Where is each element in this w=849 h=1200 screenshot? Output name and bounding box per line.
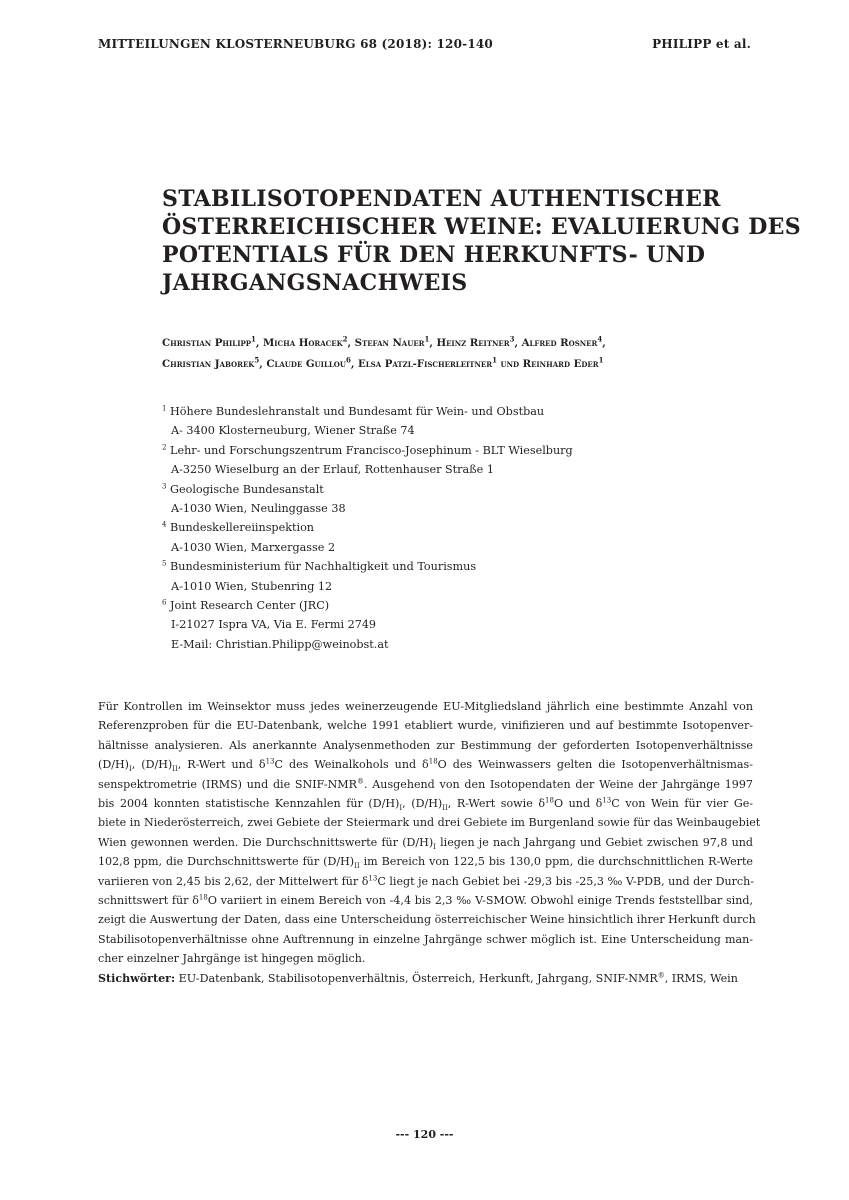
superscript: 18 [545, 796, 554, 805]
affiliations [162, 402, 722, 654]
affiliation-address: A-1030 Wien, Marxergasse 2 [171, 540, 336, 554]
keywords-text: EU-Datenbank, Stabilisotopenverhältnis, Österreich, Herkunft, Jahrgang, SNIF-NMR [175, 971, 658, 985]
abstract-line [98, 755, 753, 774]
affiliation-marker: 1 [598, 355, 604, 365]
abstract-line [98, 852, 753, 871]
subscript: II [354, 862, 360, 871]
page-number: --- 120 --- [395, 1128, 454, 1141]
running-header [98, 37, 751, 51]
affiliation-address: A- 3400 Klosterneuburg, Wiener Straße 74 [171, 424, 415, 438]
abstract-line [98, 794, 753, 813]
affiliation-number: 1 [162, 404, 167, 413]
author-name: Reinhard Eder [522, 358, 599, 370]
abstract-line: Stabilisotopenverhältnisse ohne Auftrennung in einzelne Jahrgänge schwer möglich ist. Eine Unterscheidung man- [98, 932, 753, 946]
text-run: . Ausgehend von den Isotopendaten der Weine der Jahrgänge 1997 [364, 777, 753, 791]
abstract-line: zeigt die Auswertung der Daten, dass eine Unterscheidung österreichischer Weine hinsichtlich ihrer Herkunft durch [98, 913, 756, 927]
subscript: II [172, 765, 178, 774]
abstract-line: hältnisse analysieren. Als anerkannte Analysenmethoden zur Bestimmung der geforderten Isotopenverhältnisse [98, 738, 753, 752]
text-run: , R-Wert und δ [177, 758, 266, 772]
author-name: Micha Horacek [262, 337, 343, 349]
separator: , [350, 358, 358, 370]
affiliation-marker: 6 [346, 355, 351, 365]
affiliation-name [162, 596, 722, 615]
affiliation-text: Lehr- und Forschungszentrum Francisco-Josephinum - BLT Wieselburg [170, 443, 573, 457]
text-run: liegen je nach Jahrgang und Gebiet zwischen 97,8 und [435, 835, 753, 849]
abstract-line [98, 833, 753, 852]
author-name: Elsa Patzl-Fischerleitner [357, 358, 493, 370]
affiliation-text: Geologische Bundesanstalt [170, 482, 324, 496]
author-name: Stefan Nauer [354, 337, 425, 349]
keywords-text: , IRMS, Wein [664, 971, 738, 985]
text-run: O variiert in einem Bereich von -4,4 bis 2,3 ‰ V-SMOW. Obwohl einige Trends feststellbar sind, [207, 894, 753, 908]
affiliation-marker: 1 [424, 334, 430, 344]
affiliation-address: I-21027 Ispra VA, Via E. Fermi 2749 [171, 618, 377, 632]
affiliation-name [162, 518, 722, 537]
affiliation-marker: 1 [492, 355, 497, 365]
abstract-line: cher einzelner Jahrgänge ist hingegen möglich. [98, 952, 366, 966]
affiliation-text: Höhere Bundeslehranstalt und Bundesamt für Wein- und Obstbau [170, 405, 545, 418]
text-run: C liegt je nach Gebiet bei -29,3 bis -25,3 ‰ V-PDB, und der Durch- [377, 874, 755, 888]
affiliation-name [162, 557, 722, 576]
text-run: C des Weinalkohols und δ [274, 758, 429, 772]
text-run: schnittswert für δ [98, 894, 199, 908]
separator: , [259, 358, 267, 370]
separator: und [496, 358, 523, 370]
affiliation-address: A-3250 Wieselburg an der Erlauf, Rottenhauser Straße 1 [171, 463, 494, 477]
abstract-line: Referenzproben für die EU-Datenbank, welche 1991 etabliert wurde, vinifizieren und auf bestimmte Isotopenver- [98, 719, 753, 733]
affiliation-marker: 1 [251, 334, 256, 344]
affiliation-marker: 5 [254, 355, 260, 365]
affiliation-text: Bundeskellereiinspektion [170, 521, 315, 535]
text-run: , (D/H) [131, 758, 173, 772]
separator: , [255, 337, 263, 349]
title-line: JAHRGANGSNACHWEIS [162, 270, 468, 296]
text-run: O und δ [553, 797, 603, 811]
title-line: STABILISOTOPENDATEN AUTHENTISCHER [162, 186, 721, 212]
text-run: O des Weinwassers gelten die Isotopenverhältnismas- [437, 758, 753, 772]
separator: , [429, 337, 437, 349]
text-run: senspektrometrie (IRMS) und die SNIF-NMR [98, 777, 357, 791]
author-name: Alfred Rosner [521, 337, 598, 349]
superscript: 18 [428, 757, 438, 766]
author-name: Christian Jaborek [162, 358, 255, 370]
text-run: bis 2004 konnten statistische Kennzahlen für (D/H) [98, 797, 400, 811]
affiliation-address: A-1010 Wien, Stubenring 12 [171, 579, 333, 593]
subscript: I [433, 843, 436, 852]
affiliation-name [162, 441, 722, 460]
affiliation-number: 3 [162, 481, 167, 490]
text-run: 102,8 ppm, die Durchschnittswerte für (D/H) [98, 855, 355, 869]
affiliation-number: 6 [162, 598, 167, 607]
abstract-line [98, 872, 753, 891]
affiliation-number: 4 [162, 520, 167, 529]
abstract-line [98, 891, 753, 910]
affiliation-text: Bundesministerium für Nachhaltigkeit und Tourismus [170, 560, 477, 574]
superscript: 13 [602, 796, 612, 805]
affiliation-number: 2 [162, 443, 167, 452]
superscript: 13 [368, 873, 378, 882]
title-line: ÖSTERREICHISCHER WEINE: EVALUIERUNG DES [162, 214, 801, 240]
contact-email: E-Mail: Christian.Philipp@weinobst.at [171, 637, 389, 651]
text-run: , (D/H) [402, 797, 443, 811]
text-run: im Bereich von 122,5 bis 130,0 ppm, die durchschnittlichen R-Werte [359, 855, 753, 869]
abstract [98, 697, 761, 988]
article-title [162, 185, 801, 297]
keywords [98, 969, 753, 988]
text-run: Wien gewonnen werden. Die Durchschnittswerte für (D/H) [98, 835, 434, 849]
separator: , [347, 337, 355, 349]
author-name: Heinz Reitner [436, 337, 510, 349]
affiliation-name [162, 402, 722, 421]
affiliation-marker: 3 [509, 334, 515, 344]
subscript: II [442, 804, 448, 813]
author-name: Christian Philipp [162, 337, 252, 349]
abstract-line [98, 775, 753, 794]
text-run: variieren von 2,45 bis 2,62, der Mittelwert für δ [98, 874, 369, 888]
text-run: C von Wein für vier Ge- [611, 797, 754, 811]
affiliation-number: 5 [162, 559, 167, 568]
author-line [162, 354, 762, 375]
superscript: ® [357, 776, 364, 785]
subscript: I [399, 804, 403, 813]
text-run: (D/H) [98, 758, 129, 772]
affiliation-name [162, 480, 722, 499]
subscript: I [128, 765, 132, 774]
author-name: Claude Guillou [266, 358, 346, 370]
separator: , [602, 337, 606, 349]
superscript: ® [657, 971, 665, 979]
abstract-line: Für Kontrollen im Weinsektor muss jedes weinerzeugende EU-Mitgliedsland jährlich eine bestimmte Anzahl von [98, 700, 753, 713]
superscript: 18 [198, 893, 208, 902]
author-line [162, 333, 762, 354]
affiliation-marker: 2 [342, 334, 348, 344]
text-run: , R-Wert sowie δ [447, 797, 546, 811]
author-list [162, 333, 762, 375]
abstract-line: biete in Niederösterreich, zwei Gebiete der Steiermark und drei Gebiete im Burgenland sowie für das Weinbaugebiet [98, 816, 761, 830]
affiliation-text: Joint Research Center (JRC) [170, 599, 330, 613]
affiliation-address: A-1030 Wien, Neulinggasse 38 [171, 502, 346, 516]
separator: , [514, 337, 522, 349]
author-short: PHILIPP et al. [652, 37, 751, 51]
journal-citation: MITTEILUNGEN KLOSTERNEUBURG 68 (2018): 120-140 [98, 37, 493, 51]
title-line: POTENTIALS FÜR DEN HERKUNFTS- UND [162, 242, 706, 268]
keywords-label: Stichwörter: [98, 971, 176, 985]
superscript: 13 [265, 757, 275, 766]
affiliation-marker: 4 [597, 334, 603, 344]
